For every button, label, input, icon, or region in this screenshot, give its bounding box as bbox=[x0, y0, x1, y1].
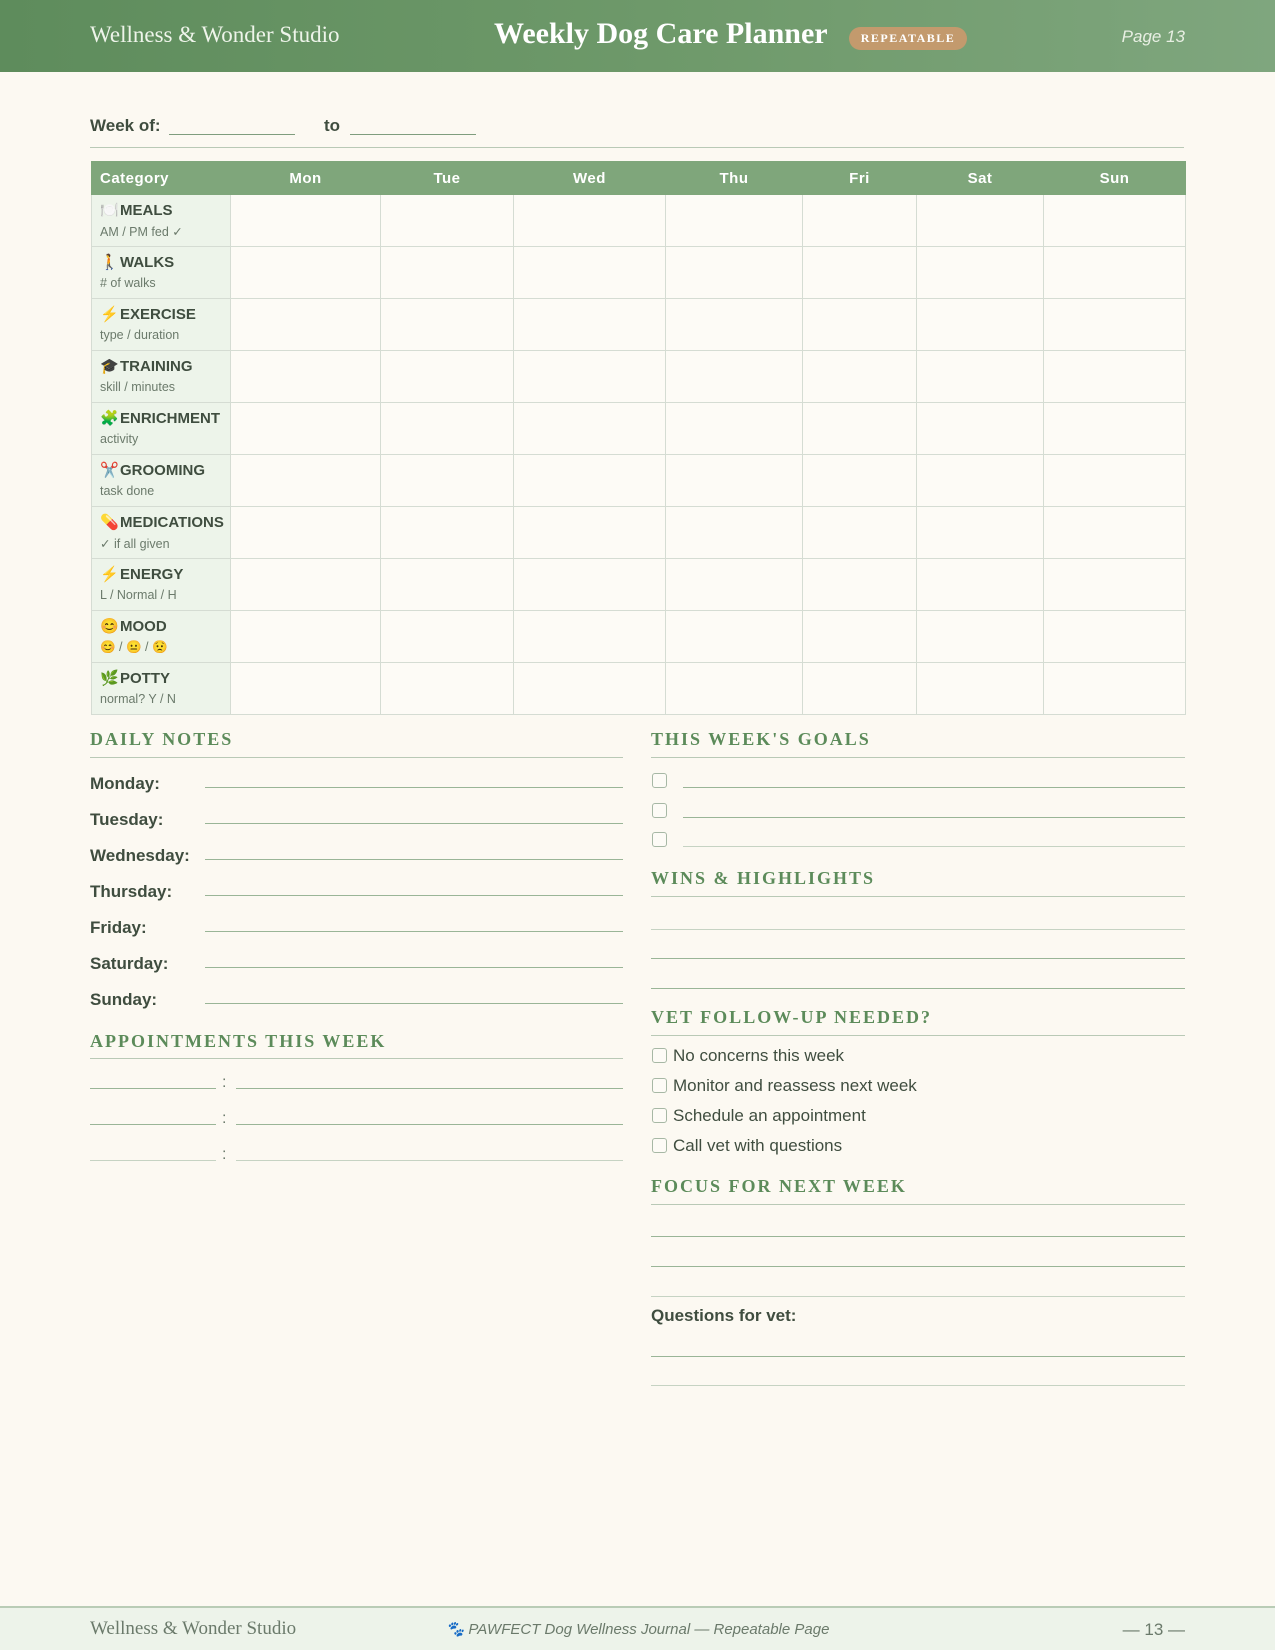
category-hint: type / duration bbox=[100, 328, 180, 342]
goal-line[interactable] bbox=[683, 787, 1185, 788]
questions-line[interactable] bbox=[651, 1385, 1185, 1386]
appointment-detail-field[interactable] bbox=[236, 1124, 623, 1125]
tracker-row-energy bbox=[92, 559, 1186, 611]
tracker-cell-thu[interactable] bbox=[666, 507, 803, 559]
goals-title: THIS WEEK'S GOALS bbox=[651, 729, 871, 749]
wins-line[interactable] bbox=[651, 958, 1185, 959]
tracker-cell-mon[interactable] bbox=[231, 611, 381, 663]
tracker-cell-sun[interactable] bbox=[1044, 455, 1186, 507]
week-range bbox=[90, 114, 1184, 148]
appointment-date-field[interactable] bbox=[90, 1124, 216, 1125]
appointment-detail-field[interactable] bbox=[236, 1160, 623, 1161]
category-name: ENRICHMENT bbox=[120, 410, 220, 427]
tracker-cell-wed[interactable] bbox=[514, 611, 666, 663]
focus-line[interactable] bbox=[651, 1236, 1185, 1237]
tracker-cell-tue[interactable] bbox=[381, 351, 514, 403]
week-start-field[interactable] bbox=[169, 134, 295, 135]
category-icon: ⚡ bbox=[100, 566, 119, 583]
appointment-separator: : bbox=[222, 1146, 227, 1163]
tracker-cell-mon[interactable] bbox=[231, 559, 381, 611]
goals-rule bbox=[651, 757, 1185, 758]
category-name: ENERGY bbox=[120, 566, 184, 583]
daily-note-line[interactable] bbox=[205, 787, 623, 788]
day-header-sun: Sun bbox=[1044, 162, 1186, 195]
table-header-row bbox=[92, 162, 1186, 195]
tracker-cell-thu[interactable] bbox=[666, 611, 803, 663]
category-cell bbox=[92, 299, 231, 351]
daily-note-label: Tuesday: bbox=[90, 810, 164, 829]
category-cell bbox=[92, 455, 231, 507]
tracker-cell-thu[interactable] bbox=[666, 455, 803, 507]
tracker-cell-sun[interactable] bbox=[1044, 403, 1186, 455]
vet-followup-checkbox[interactable] bbox=[652, 1108, 667, 1123]
category-icon: 🍽️ bbox=[100, 202, 119, 219]
tracker-cell-mon[interactable] bbox=[231, 351, 381, 403]
category-name: MOOD bbox=[120, 618, 167, 635]
tracker-cell-fri[interactable] bbox=[803, 195, 917, 247]
category-hint: normal? Y / N bbox=[100, 692, 176, 706]
day-header-wed: Wed bbox=[514, 162, 666, 195]
category-hint: AM / PM fed ✓ bbox=[100, 225, 183, 239]
header-brand: Wellness & Wonder Studio bbox=[90, 22, 340, 47]
tracker-cell-fri[interactable] bbox=[803, 299, 917, 351]
category-label bbox=[100, 358, 230, 376]
tracker-cell-sat[interactable] bbox=[917, 299, 1044, 351]
tracker-cell-fri[interactable] bbox=[803, 663, 917, 715]
tracker-cell-wed[interactable] bbox=[514, 663, 666, 715]
focus-title: FOCUS FOR NEXT WEEK bbox=[651, 1176, 907, 1196]
category-icon: ✂️ bbox=[100, 462, 119, 479]
tracker-cell-tue[interactable] bbox=[381, 507, 514, 559]
questions-line[interactable] bbox=[651, 1356, 1185, 1357]
weekly-tracker-table bbox=[91, 161, 1186, 715]
header-page-number: Page 13 bbox=[1121, 27, 1185, 46]
questions-label: Questions for vet: bbox=[651, 1306, 797, 1325]
vet-followup-option-label: Call vet with questions bbox=[673, 1136, 843, 1155]
page-footer bbox=[0, 1606, 1275, 1650]
day-header-sat: Sat bbox=[917, 162, 1044, 195]
category-hint: 😊 / 😐 / 😟 bbox=[100, 640, 168, 654]
daily-note-label: Monday: bbox=[90, 774, 160, 793]
repeatable-badge: REPEATABLE bbox=[849, 27, 967, 50]
tracker-cell-thu[interactable] bbox=[666, 299, 803, 351]
category-name: POTTY bbox=[120, 670, 171, 687]
daily-note-label: Saturday: bbox=[90, 954, 169, 973]
wins-title: WINS & HIGHLIGHTS bbox=[651, 868, 876, 888]
tracker-cell-wed[interactable] bbox=[514, 195, 666, 247]
vet-followup-checkbox[interactable] bbox=[652, 1048, 667, 1063]
tracker-cell-tue[interactable] bbox=[381, 247, 514, 299]
category-hint: skill / minutes bbox=[100, 380, 176, 394]
category-cell bbox=[92, 507, 231, 559]
tracker-cell-thu[interactable] bbox=[666, 247, 803, 299]
tracker-cell-mon[interactable] bbox=[231, 195, 381, 247]
tracker-cell-sat[interactable] bbox=[917, 403, 1044, 455]
tracker-row-grooming bbox=[92, 455, 1186, 507]
category-hint: L / Normal / H bbox=[100, 588, 177, 602]
category-hint: activity bbox=[100, 432, 139, 446]
tracker-cell-sun[interactable] bbox=[1044, 611, 1186, 663]
tracker-cell-sat[interactable] bbox=[917, 455, 1044, 507]
category-hint: task done bbox=[100, 484, 155, 498]
tracker-cell-mon[interactable] bbox=[231, 403, 381, 455]
vet-followup-title: VET FOLLOW-UP NEEDED? bbox=[651, 1007, 933, 1027]
appointments-title: APPOINTMENTS THIS WEEK bbox=[90, 1031, 387, 1051]
tracker-row-medications bbox=[92, 507, 1186, 559]
tracker-cell-fri[interactable] bbox=[803, 507, 917, 559]
tracker-cell-mon[interactable] bbox=[231, 455, 381, 507]
tracker-cell-sat[interactable] bbox=[917, 507, 1044, 559]
tracker-cell-sat[interactable] bbox=[917, 559, 1044, 611]
tracker-cell-tue[interactable] bbox=[381, 403, 514, 455]
category-label bbox=[100, 670, 230, 688]
day-header-tue: Tue bbox=[381, 162, 514, 195]
goal-line[interactable] bbox=[683, 846, 1185, 847]
tracker-cell-fri[interactable] bbox=[803, 455, 917, 507]
tracker-cell-wed[interactable] bbox=[514, 351, 666, 403]
appointment-date-field[interactable] bbox=[90, 1088, 216, 1089]
category-label bbox=[100, 202, 230, 220]
tracker-cell-wed[interactable] bbox=[514, 507, 666, 559]
tracker-row-training bbox=[92, 351, 1186, 403]
footer-page-number: — 13 — bbox=[1122, 1620, 1185, 1639]
tracker-cell-sat[interactable] bbox=[917, 247, 1044, 299]
appointments-rule bbox=[90, 1058, 623, 1059]
week-to-label: to bbox=[324, 116, 341, 135]
vet-followup-rule bbox=[651, 1035, 1185, 1036]
daily-note-line[interactable] bbox=[205, 931, 623, 932]
category-icon: 🧩 bbox=[100, 410, 119, 427]
category-cell bbox=[92, 403, 231, 455]
tracker-cell-sun[interactable] bbox=[1044, 663, 1186, 715]
tracker-cell-wed[interactable] bbox=[514, 455, 666, 507]
appointment-separator: : bbox=[222, 1110, 227, 1127]
vet-followup-option-label: Monitor and reassess next week bbox=[673, 1076, 917, 1095]
week-end-field[interactable] bbox=[350, 134, 476, 135]
footer-brand: Wellness & Wonder Studio bbox=[90, 1618, 297, 1639]
category-cell bbox=[92, 351, 231, 403]
category-cell bbox=[92, 247, 231, 299]
tracker-cell-sun[interactable] bbox=[1044, 559, 1186, 611]
goal-checkbox[interactable] bbox=[652, 773, 667, 788]
wins-rule bbox=[651, 896, 1185, 897]
tracker-cell-mon[interactable] bbox=[231, 663, 381, 715]
daily-note-line[interactable] bbox=[205, 823, 623, 824]
category-cell bbox=[92, 559, 231, 611]
daily-notes-rule bbox=[90, 757, 623, 758]
category-hint: ✓ if all given bbox=[100, 537, 170, 551]
category-icon: 😊 bbox=[100, 618, 119, 635]
category-icon: 💊 bbox=[100, 514, 119, 531]
category-name: EXERCISE bbox=[120, 306, 196, 323]
tracker-cell-fri[interactable] bbox=[803, 611, 917, 663]
tracker-row-walks bbox=[92, 247, 1186, 299]
daily-note-line[interactable] bbox=[205, 895, 623, 896]
category-name: WALKS bbox=[120, 254, 175, 271]
focus-line[interactable] bbox=[651, 1266, 1185, 1267]
category-icon: 🌿 bbox=[100, 670, 119, 687]
category-name: TRAINING bbox=[120, 358, 193, 375]
tracker-cell-wed[interactable] bbox=[514, 403, 666, 455]
tracker-cell-mon[interactable] bbox=[231, 507, 381, 559]
focus-rule bbox=[651, 1204, 1185, 1205]
page-header bbox=[0, 0, 1275, 72]
tracker-cell-tue[interactable] bbox=[381, 663, 514, 715]
tracker-row-potty bbox=[92, 663, 1186, 715]
tracker-cell-fri[interactable] bbox=[803, 403, 917, 455]
tracker-cell-tue[interactable] bbox=[381, 195, 514, 247]
tracker-cell-sat[interactable] bbox=[917, 195, 1044, 247]
tracker-cell-tue[interactable] bbox=[381, 299, 514, 351]
tracker-cell-tue[interactable] bbox=[381, 611, 514, 663]
daily-note-line[interactable] bbox=[205, 859, 623, 860]
tracker-cell-sun[interactable] bbox=[1044, 195, 1186, 247]
tracker-cell-thu[interactable] bbox=[666, 351, 803, 403]
appointment-separator: : bbox=[222, 1074, 227, 1091]
tracker-cell-fri[interactable] bbox=[803, 247, 917, 299]
category-name: MEALS bbox=[120, 202, 173, 219]
tracker-cell-sun[interactable] bbox=[1044, 299, 1186, 351]
page-title: Weekly Dog Care Planner bbox=[494, 17, 828, 50]
appointment-date-field[interactable] bbox=[90, 1160, 216, 1161]
wins-line[interactable] bbox=[651, 988, 1185, 989]
tracker-cell-thu[interactable] bbox=[666, 195, 803, 247]
category-cell bbox=[92, 663, 231, 715]
category-icon: 🚶 bbox=[100, 254, 119, 271]
tracker-cell-wed[interactable] bbox=[514, 559, 666, 611]
tracker-cell-fri[interactable] bbox=[803, 351, 917, 403]
category-cell bbox=[92, 611, 231, 663]
day-header-mon: Mon bbox=[231, 162, 381, 195]
tracker-cell-thu[interactable] bbox=[666, 403, 803, 455]
footer-journal-title: 🐾 PAWFECT Dog Wellness Journal — Repeatable Page bbox=[445, 1621, 830, 1638]
category-label bbox=[100, 410, 230, 428]
daily-note-line[interactable] bbox=[205, 1003, 623, 1004]
tracker-cell-sun[interactable] bbox=[1044, 247, 1186, 299]
tracker-cell-thu[interactable] bbox=[666, 663, 803, 715]
category-label bbox=[100, 254, 230, 272]
category-header: Category bbox=[92, 162, 231, 195]
category-cell bbox=[92, 195, 231, 247]
appointment-detail-field[interactable] bbox=[236, 1088, 623, 1089]
daily-note-label: Sunday: bbox=[90, 990, 158, 1009]
tracker-row-mood bbox=[92, 611, 1186, 663]
daily-note-label: Thursday: bbox=[90, 882, 173, 901]
daily-notes-title: DAILY NOTES bbox=[90, 729, 234, 749]
week-of-label: Week of: bbox=[90, 116, 161, 135]
category-hint: # of walks bbox=[100, 276, 156, 290]
tracker-cell-thu[interactable] bbox=[666, 559, 803, 611]
goal-line[interactable] bbox=[683, 817, 1185, 818]
daily-note-label: Friday: bbox=[90, 918, 147, 937]
tracker-cell-wed[interactable] bbox=[514, 247, 666, 299]
category-label bbox=[100, 462, 230, 480]
tracker-cell-mon[interactable] bbox=[231, 247, 381, 299]
tracker-cell-fri[interactable] bbox=[803, 559, 917, 611]
category-icon: ⚡ bbox=[100, 306, 119, 323]
tracker-cell-mon[interactable] bbox=[231, 299, 381, 351]
tracker-cell-wed[interactable] bbox=[514, 299, 666, 351]
day-header-thu: Thu bbox=[666, 162, 803, 195]
category-name: GROOMING bbox=[120, 462, 205, 479]
tracker-cell-sun[interactable] bbox=[1044, 351, 1186, 403]
category-name: MEDICATIONS bbox=[120, 514, 224, 531]
vet-followup-checkbox[interactable] bbox=[652, 1138, 667, 1153]
vet-followup-option-label: No concerns this week bbox=[673, 1046, 845, 1065]
tracker-row-enrichment bbox=[92, 403, 1186, 455]
tracker-cell-tue[interactable] bbox=[381, 559, 514, 611]
tracker-cell-sat[interactable] bbox=[917, 611, 1044, 663]
focus-line[interactable] bbox=[651, 1296, 1185, 1297]
vet-followup-checkbox[interactable] bbox=[652, 1078, 667, 1093]
goal-checkbox[interactable] bbox=[652, 803, 667, 818]
daily-note-label: Wednesday: bbox=[90, 846, 190, 865]
tracker-row-meals bbox=[92, 195, 1186, 247]
tracker-cell-sat[interactable] bbox=[917, 351, 1044, 403]
wins-line[interactable] bbox=[651, 929, 1185, 930]
tracker-row-exercise bbox=[92, 299, 1186, 351]
category-icon: 🎓 bbox=[100, 358, 119, 375]
category-label bbox=[100, 514, 230, 532]
tracker-cell-sun[interactable] bbox=[1044, 507, 1186, 559]
tracker-cell-tue[interactable] bbox=[381, 455, 514, 507]
daily-note-line[interactable] bbox=[205, 967, 623, 968]
category-label bbox=[100, 306, 230, 324]
day-header-fri: Fri bbox=[803, 162, 917, 195]
tracker-cell-sat[interactable] bbox=[917, 663, 1044, 715]
category-label bbox=[100, 618, 230, 636]
vet-followup-option-label: Schedule an appointment bbox=[673, 1106, 866, 1125]
goal-checkbox[interactable] bbox=[652, 832, 667, 847]
category-label bbox=[100, 566, 230, 584]
